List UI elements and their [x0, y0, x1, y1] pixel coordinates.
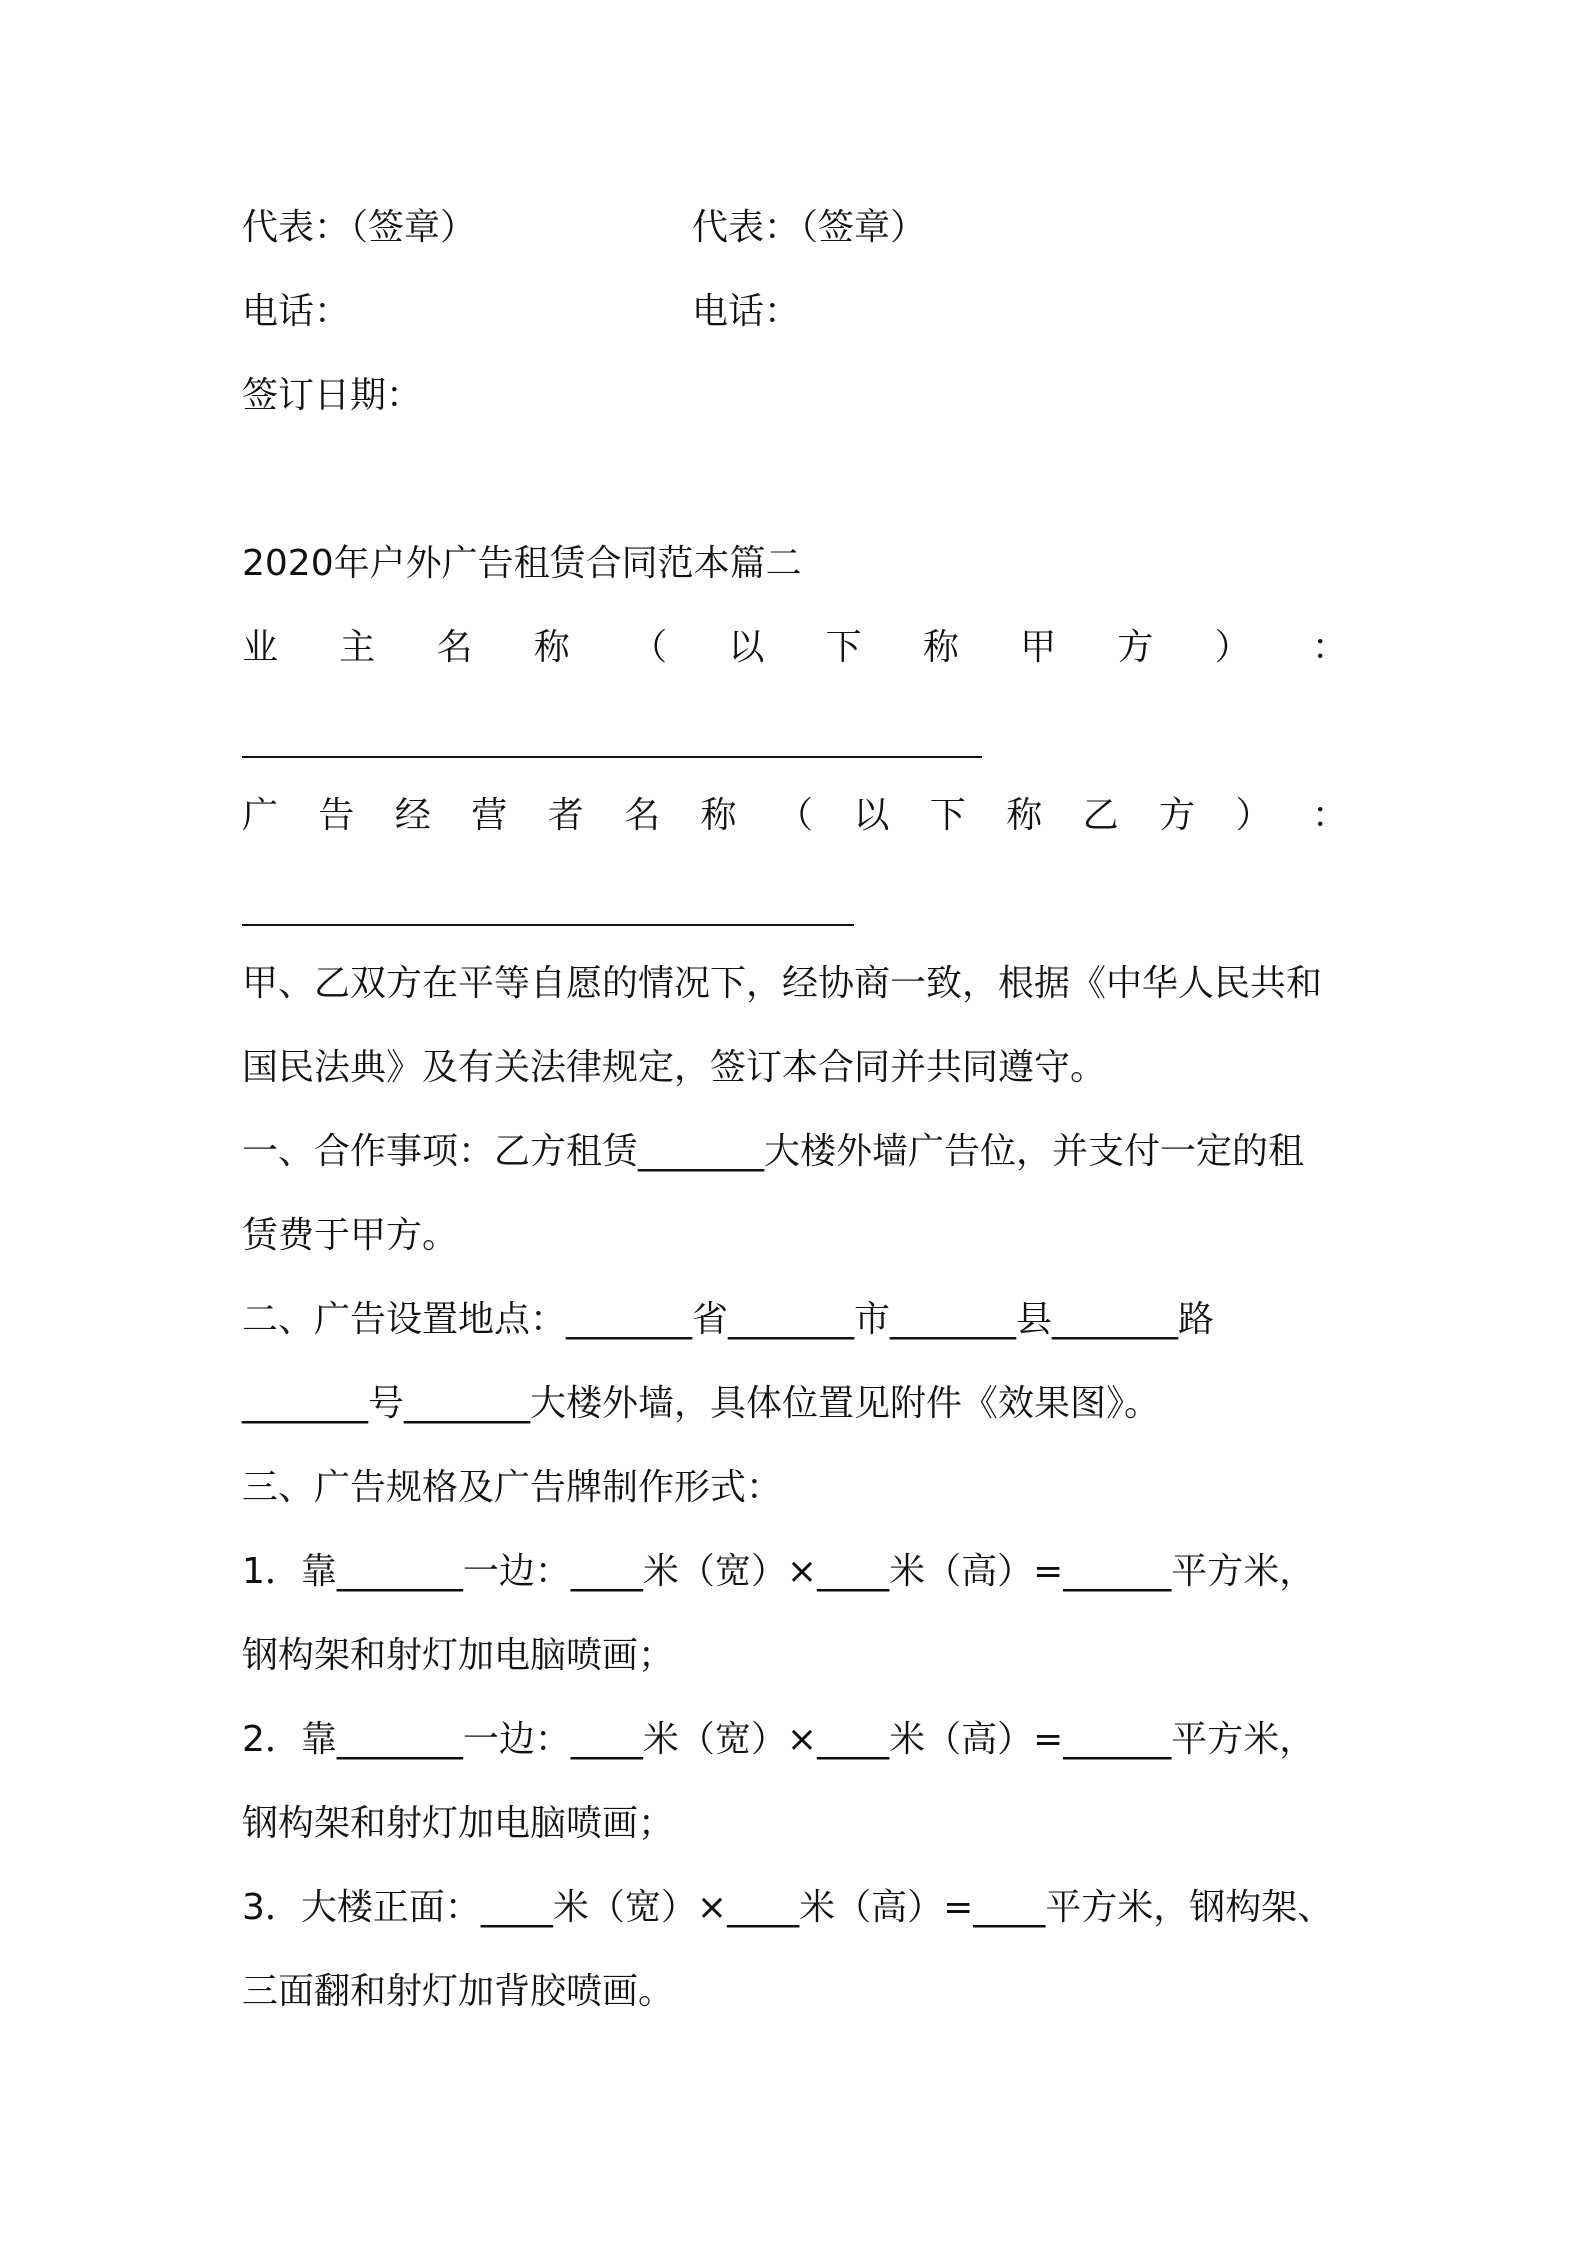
label-char: 以 [728, 627, 765, 668]
label-char: 乙 [1082, 795, 1119, 836]
label-char: 者 [547, 795, 584, 836]
clause-1-line-2: 赁费于甲方。 [242, 1215, 459, 1256]
label-char: 称 [533, 627, 570, 668]
label-char: 告 [318, 795, 355, 836]
clause-1-line-1: 一、合作事项：乙方租赁_______大楼外墙广告位，并支付一定的租 [242, 1131, 1305, 1172]
spec-1-line-2: 钢构架和射灯加电脑喷画； [242, 1635, 675, 1676]
label-char: 名 [624, 795, 661, 836]
label-char: 称 [1006, 795, 1043, 836]
label-char: 方 [1117, 627, 1154, 668]
label-char: 称 [700, 795, 737, 836]
clause-3-heading: 三、广告规格及广告牌制作形式： [242, 1467, 783, 1508]
label-char: 方 [1159, 795, 1196, 836]
label-char: 以 [853, 795, 890, 836]
label-char: 营 [471, 795, 508, 836]
label-char: 广 [242, 795, 279, 836]
label-char: 甲 [1020, 627, 1057, 668]
label-char: 下 [825, 627, 862, 668]
spec-3-line-1: 3．大楼正面：____米（宽）×____米（高）=____平方米，钢构架、 [242, 1887, 1334, 1928]
sign-date: 签订日期： [242, 375, 423, 416]
party-b-blank-line [242, 924, 854, 926]
party-b-representative: 代表：（签章） [692, 207, 927, 248]
intro-line-2: 国民法典》及有关法律规定，签订本合同并共同遵守。 [242, 1047, 1107, 1088]
label-char: 主 [339, 627, 376, 668]
party-a-phone: 电话： [242, 291, 351, 332]
label-char: ） [1214, 627, 1251, 668]
label-char: （ [631, 627, 668, 668]
party-a-blank-line [242, 756, 982, 758]
label-char: ） [1235, 795, 1272, 836]
party-a-label [242, 624, 1348, 672]
party-b-phone: 电话： [692, 291, 801, 332]
label-char: 下 [929, 795, 966, 836]
label-char: 业 [242, 627, 279, 668]
intro-line-1: 甲、乙双方在平等自愿的情况下，经协商一致，根据《中华人民共和 [242, 963, 1323, 1004]
spec-3-line-2: 三面翻和射灯加背胶喷画。 [242, 1971, 675, 2012]
label-char: 称 [922, 627, 959, 668]
spec-1-line-1: 1．靠_______一边：____米（宽）×____米（高）=______平方米， [242, 1551, 1316, 1592]
label-char: （ [776, 795, 813, 836]
spec-2-line-2: 钢构架和射灯加电脑喷画； [242, 1803, 675, 1844]
label-char: 名 [436, 627, 473, 668]
label-char: ： [1311, 795, 1348, 836]
label-char: ： [1311, 627, 1348, 668]
clause-2-line-1: 二、广告设置地点：_______省_______市_______县_______路 [242, 1299, 1215, 1340]
spec-2-line-1: 2．靠_______一边：____米（宽）×____米（高）=______平方米， [242, 1719, 1316, 1760]
clause-2-line-2: _______号_______大楼外墙，具体位置见附件《效果图》。 [242, 1383, 1161, 1424]
document-title: 2020年户外广告租赁合同范本篇二 [242, 543, 802, 584]
party-b-label [242, 792, 1348, 840]
party-a-representative: 代表：（签章） [242, 207, 477, 248]
label-char: 经 [394, 795, 431, 836]
